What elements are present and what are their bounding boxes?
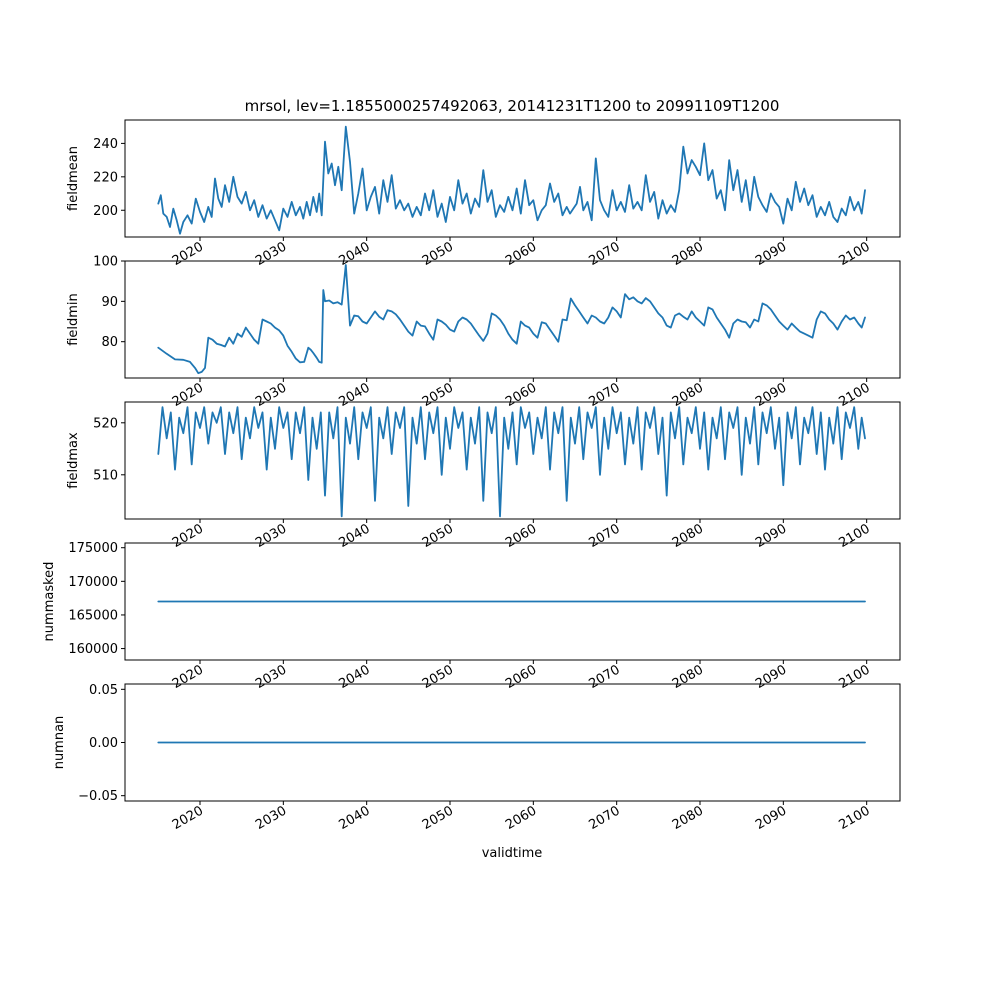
x-tick-label: 2040 bbox=[336, 803, 373, 834]
x-tick-label: 2080 bbox=[669, 803, 706, 834]
x-tick-label: 2080 bbox=[669, 662, 706, 693]
y-tick-label: 160000 bbox=[68, 642, 118, 658]
y-tick-label: 90 bbox=[101, 294, 118, 310]
subplot-fieldmean bbox=[66, 120, 900, 269]
x-tick-label: 2100 bbox=[836, 803, 873, 834]
x-axis-label: validtime bbox=[481, 846, 543, 861]
x-tick-label: 2040 bbox=[336, 380, 373, 411]
x-tick-label: 2050 bbox=[419, 380, 456, 411]
y-tick-label: 170000 bbox=[68, 574, 118, 590]
x-tick-label: 2080 bbox=[669, 380, 706, 411]
y-tick-label: 100 bbox=[93, 254, 118, 270]
x-tick-label: 2100 bbox=[836, 380, 873, 411]
x-tick-label: 2090 bbox=[753, 239, 790, 270]
x-tick-label: 2070 bbox=[586, 239, 623, 270]
x-tick-label: 2080 bbox=[669, 521, 706, 552]
y-axis-label-nummasked: nummasked bbox=[42, 561, 57, 642]
series-line-fieldmax bbox=[158, 407, 865, 516]
y-tick-label: 200 bbox=[93, 203, 118, 219]
y-tick-label: 220 bbox=[93, 170, 118, 186]
x-tick-label: 2030 bbox=[253, 521, 290, 552]
x-tick-label: 2030 bbox=[253, 803, 290, 834]
subplots bbox=[42, 120, 900, 833]
x-tick-label: 2020 bbox=[169, 380, 206, 411]
x-tick-label: 2060 bbox=[503, 521, 540, 552]
subplot-nummasked bbox=[42, 541, 900, 692]
x-tick-label: 2050 bbox=[419, 662, 456, 693]
x-tick-label: 2070 bbox=[586, 662, 623, 693]
figure-title: mrsol, lev=1.1855000257492063, 20141231T1200 to 20991109T1200 bbox=[244, 97, 780, 115]
x-tick-label: 2050 bbox=[419, 239, 456, 270]
x-tick-label: 2100 bbox=[836, 239, 873, 270]
y-tick-label: 0.05 bbox=[89, 682, 118, 698]
x-tick-label: 2050 bbox=[419, 521, 456, 552]
x-tick-label: 2030 bbox=[253, 380, 290, 411]
x-tick-label: 2030 bbox=[253, 662, 290, 693]
x-tick-label: 2060 bbox=[503, 662, 540, 693]
y-tick-label: 510 bbox=[93, 468, 118, 484]
x-tick-label: 2070 bbox=[586, 803, 623, 834]
y-tick-label: 0.00 bbox=[89, 736, 118, 751]
x-tick-label: 2060 bbox=[503, 239, 540, 270]
x-tick-label: 2050 bbox=[419, 803, 456, 834]
x-tick-label: 2060 bbox=[503, 803, 540, 834]
x-tick-label: 2040 bbox=[336, 662, 373, 693]
x-tick-label: 2040 bbox=[336, 521, 373, 552]
y-axis-label-fieldmax: fieldmax bbox=[66, 432, 81, 489]
y-axis-label-fieldmin: fieldmin bbox=[66, 293, 81, 346]
x-tick-label: 2040 bbox=[336, 239, 373, 270]
x-tick-label: 2090 bbox=[753, 380, 790, 411]
y-axis-label-fieldmean: fieldmean bbox=[66, 146, 81, 211]
x-tick-label: 2070 bbox=[586, 380, 623, 411]
y-tick-label: 175000 bbox=[68, 541, 118, 557]
x-tick-label: 2020 bbox=[169, 521, 206, 552]
x-tick-label: 2030 bbox=[253, 239, 290, 270]
series-line-fieldmean bbox=[158, 127, 865, 234]
x-tick-label: 2020 bbox=[169, 239, 206, 270]
x-tick-label: 2100 bbox=[836, 521, 873, 552]
x-tick-label: 2090 bbox=[753, 662, 790, 693]
x-tick-label: 2060 bbox=[503, 380, 540, 411]
y-tick-label: 520 bbox=[93, 416, 118, 432]
x-tick-label: 2020 bbox=[169, 803, 206, 834]
y-axis-label-numnan: numnan bbox=[52, 715, 67, 770]
x-tick-label: 2100 bbox=[836, 662, 873, 693]
y-tick-label: −0.05 bbox=[78, 789, 118, 805]
x-tick-label: 2080 bbox=[669, 239, 706, 270]
axes-frame-fieldmin bbox=[125, 261, 900, 378]
x-tick-label: 2070 bbox=[586, 521, 623, 552]
x-tick-label: 2090 bbox=[753, 521, 790, 552]
y-tick-label: 240 bbox=[93, 136, 118, 152]
y-tick-label: 80 bbox=[101, 335, 118, 351]
x-tick-label: 2090 bbox=[753, 803, 790, 834]
subplot-fieldmin bbox=[66, 255, 900, 411]
y-tick-label: 165000 bbox=[68, 608, 118, 624]
subplot-fieldmax bbox=[66, 402, 900, 551]
series-line-fieldmin bbox=[158, 265, 865, 373]
subplot-numnan bbox=[52, 683, 900, 833]
x-tick-label: 2020 bbox=[169, 662, 206, 693]
